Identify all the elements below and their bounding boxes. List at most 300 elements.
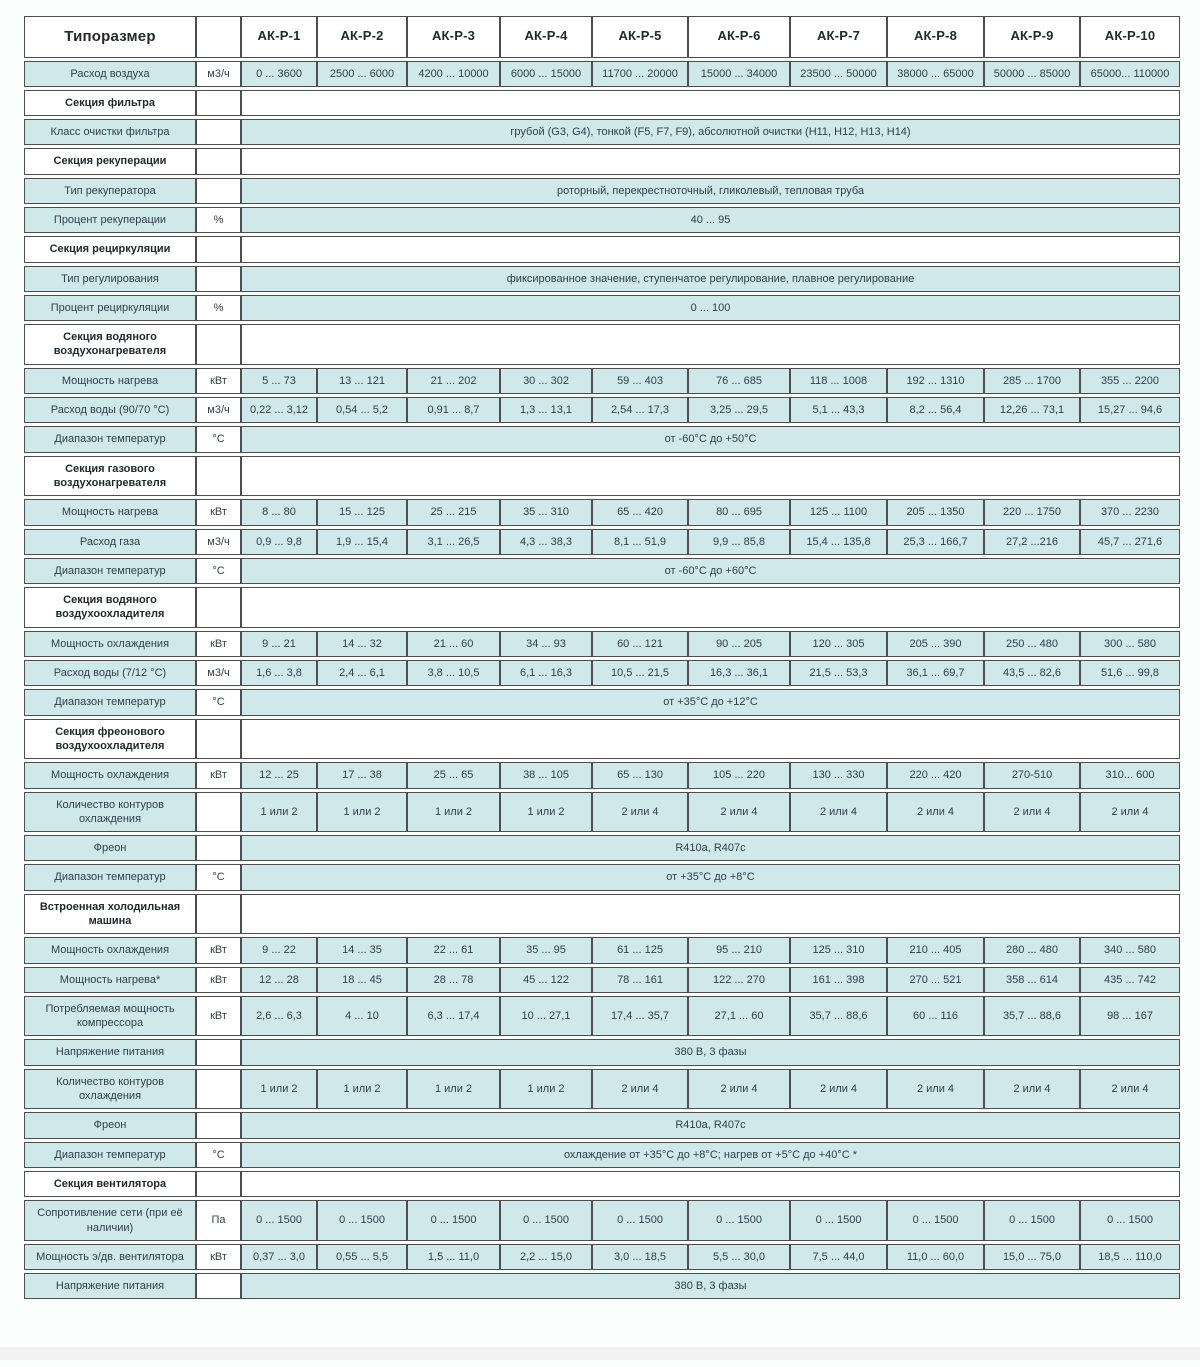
value-cell: 12,26 ... 73,1 [984,397,1080,423]
span-value-cell: от -60°С до +50°С [241,426,1180,452]
value-cell: 0 ... 1500 [984,1200,1080,1241]
table-row [24,1142,1180,1168]
param-label-cell: Мощность охлаждения [24,762,196,788]
table-row [24,1244,1180,1270]
span-value-cell: от +35°С до +8°С [241,864,1180,890]
value-cell: 340 ... 580 [1080,937,1180,963]
table-row [24,207,1180,233]
model-column-header: АК-Р-10 [1080,16,1180,58]
model-column-header: АК-Р-1 [241,16,317,58]
value-cell: 1,6 ... 3,8 [241,660,317,686]
table-row [24,689,1180,715]
section-filler-cell [241,324,1180,365]
param-label-cell: Диапазон температур [24,426,196,452]
section-row [24,894,1180,935]
section-label-cell: Секция водяного воздухоохладителя [24,587,196,628]
value-cell: 21 ... 60 [407,631,500,657]
value-cell: 120 ... 305 [790,631,887,657]
section-filler-cell [241,1171,1180,1197]
param-label-cell: Тип рекуператора [24,178,196,204]
value-cell: 11700 ... 20000 [592,61,688,87]
value-cell: 0,9 ... 9,8 [241,529,317,555]
span-value-cell: 380 В, 3 фазы [241,1273,1180,1299]
value-cell: 2 или 4 [688,792,790,833]
value-cell: 310... 600 [1080,762,1180,788]
unit-cell: м3/ч [196,660,241,686]
unit-cell [196,266,241,292]
value-cell: 2 или 4 [688,1069,790,1110]
value-cell: 5,5 ... 30,0 [688,1244,790,1270]
value-cell: 45,7 ... 271,6 [1080,529,1180,555]
unit-cell: кВт [196,631,241,657]
section-row [24,587,1180,628]
value-cell: 250 ... 480 [984,631,1080,657]
section-label-cell: Секция вентилятора [24,1171,196,1197]
section-label-cell: Секция рекуперации [24,148,196,174]
value-cell: 3,8 ... 10,5 [407,660,500,686]
span-value-cell: 40 ... 95 [241,207,1180,233]
type-size-header: Типоразмер [24,16,196,58]
section-row [24,236,1180,262]
value-cell: 270 ... 521 [887,967,984,993]
param-label-cell: Тип регулирования [24,266,196,292]
value-cell: 9 ... 21 [241,631,317,657]
value-cell: 220 ... 1750 [984,499,1080,525]
table-row [24,631,1180,657]
unit-cell: % [196,207,241,233]
param-label-cell: Фреон [24,835,196,861]
value-cell: 51,6 ... 99,8 [1080,660,1180,686]
value-cell: 130 ... 330 [790,762,887,788]
table-row [24,61,1180,87]
value-cell: 2,4 ... 6,1 [317,660,407,686]
value-cell: 35 ... 95 [500,937,592,963]
value-cell: 9 ... 22 [241,937,317,963]
param-label-cell: Сопротивление сети (при её наличии) [24,1200,196,1241]
value-cell: 4,3 ... 38,3 [500,529,592,555]
value-cell: 220 ... 420 [887,762,984,788]
unit-cell: °С [196,864,241,890]
value-cell: 122 ... 270 [688,967,790,993]
section-row [24,148,1180,174]
value-cell: 2 или 4 [592,1069,688,1110]
table-row [24,1273,1180,1299]
value-cell: 0,22 ... 3,12 [241,397,317,423]
value-cell: 0 ... 1500 [790,1200,887,1241]
value-cell: 8,2 ... 56,4 [887,397,984,423]
param-label-cell: Фреон [24,1112,196,1138]
value-cell: 370 ... 2230 [1080,499,1180,525]
value-cell: 61 ... 125 [592,937,688,963]
value-cell: 23500 ... 50000 [790,61,887,87]
value-cell: 38 ... 105 [500,762,592,788]
value-cell: 98 ... 167 [1080,996,1180,1037]
value-cell: 205 ... 390 [887,631,984,657]
unit-cell: м3/ч [196,529,241,555]
param-label-cell: Количество контуров охлаждения [24,1069,196,1110]
table-row [24,792,1180,833]
section-row [24,456,1180,497]
unit-cell: Па [196,1200,241,1241]
value-cell: 3,0 ... 18,5 [592,1244,688,1270]
param-label-cell: Напряжение питания [24,1039,196,1065]
model-column-header: АК-Р-3 [407,16,500,58]
value-cell: 35,7 ... 88,6 [790,996,887,1037]
value-cell: 0,55 ... 5,5 [317,1244,407,1270]
unit-cell [196,148,241,174]
value-cell: 0 ... 1500 [688,1200,790,1241]
param-label-cell: Расход воды (90/70 °С) [24,397,196,423]
unit-cell: кВт [196,937,241,963]
value-cell: 2 или 4 [790,792,887,833]
value-cell: 25,3 ... 166,7 [887,529,984,555]
span-value-cell: охлаждение от +35°С до +8°С; нагрев от +5°С до +40°С * [241,1142,1180,1168]
section-label-cell: Встроенная холодильная машина [24,894,196,935]
model-column-header: АК-Р-2 [317,16,407,58]
value-cell: 34 ... 93 [500,631,592,657]
value-cell: 4200 ... 10000 [407,61,500,87]
span-value-cell: 0 ... 100 [241,295,1180,321]
value-cell: 2 или 4 [984,792,1080,833]
param-label-cell: Мощность нагрева [24,499,196,525]
value-cell: 1 или 2 [241,792,317,833]
value-cell: 2 или 4 [887,1069,984,1110]
value-cell: 1 или 2 [500,792,592,833]
section-filler-cell [241,148,1180,174]
value-cell: 15,4 ... 135,8 [790,529,887,555]
param-label-cell: Процент рециркуляции [24,295,196,321]
table-row [24,295,1180,321]
unit-cell [196,324,241,365]
value-cell: 5 ... 73 [241,368,317,394]
value-cell: 161 ... 398 [790,967,887,993]
value-cell: 285 ... 1700 [984,368,1080,394]
value-cell: 27,2 ...216 [984,529,1080,555]
value-cell: 1 или 2 [317,792,407,833]
unit-cell [196,236,241,262]
model-column-header: АК-Р-9 [984,16,1080,58]
param-label-cell: Диапазон температур [24,558,196,584]
table-row [24,1069,1180,1110]
value-cell: 2,54 ... 17,3 [592,397,688,423]
value-cell: 43,5 ... 82,6 [984,660,1080,686]
unit-cell: м3/ч [196,397,241,423]
value-cell: 5,1 ... 43,3 [790,397,887,423]
span-value-cell: R410a, R407c [241,1112,1180,1138]
value-cell: 25 ... 215 [407,499,500,525]
value-cell: 105 ... 220 [688,762,790,788]
value-cell: 2500 ... 6000 [317,61,407,87]
value-cell: 78 ... 161 [592,967,688,993]
value-cell: 1 или 2 [407,792,500,833]
section-filler-cell [241,719,1180,760]
value-cell: 95 ... 210 [688,937,790,963]
unit-cell: кВт [196,996,241,1037]
value-cell: 16,3 ... 36,1 [688,660,790,686]
span-value-cell: от +35°С до +12°С [241,689,1180,715]
unit-cell: кВт [196,499,241,525]
param-label-cell: Расход воды (7/12 °С) [24,660,196,686]
table-row [24,1039,1180,1065]
unit-cell [196,119,241,145]
value-cell: 15,0 ... 75,0 [984,1244,1080,1270]
value-cell: 90 ... 205 [688,631,790,657]
value-cell: 28 ... 78 [407,967,500,993]
value-cell: 18,5 ... 110,0 [1080,1244,1180,1270]
value-cell: 17,4 ... 35,7 [592,996,688,1037]
value-cell: 30 ... 302 [500,368,592,394]
unit-cell: кВт [196,368,241,394]
table-row [24,996,1180,1037]
table-row [24,119,1180,145]
value-cell: 355 ... 2200 [1080,368,1180,394]
model-column-header: АК-Р-4 [500,16,592,58]
value-cell: 1,9 ... 15,4 [317,529,407,555]
value-cell: 60 ... 121 [592,631,688,657]
param-label-cell: Количество контуров охлаждения [24,792,196,833]
value-cell: 270-510 [984,762,1080,788]
value-cell: 13 ... 121 [317,368,407,394]
value-cell: 125 ... 310 [790,937,887,963]
table-row [24,1112,1180,1138]
value-cell: 2 или 4 [984,1069,1080,1110]
value-cell: 12 ... 28 [241,967,317,993]
value-cell: 6000 ... 15000 [500,61,592,87]
unit-cell: °С [196,426,241,452]
value-cell: 0 ... 1500 [887,1200,984,1241]
unit-cell [196,1069,241,1110]
value-cell: 76 ... 685 [688,368,790,394]
span-value-cell: грубой (G3, G4), тонкой (F5, F7, F9), абсолютной очистки (Н11, Н12, Н13, Н14) [241,119,1180,145]
value-cell: 1,5 ... 11,0 [407,1244,500,1270]
value-cell: 358 ... 614 [984,967,1080,993]
span-value-cell: R410a, R407c [241,835,1180,861]
table-row [24,835,1180,861]
value-cell: 35,7 ... 88,6 [984,996,1080,1037]
value-cell: 0,37 ... 3,0 [241,1244,317,1270]
unit-cell [196,1112,241,1138]
value-cell: 59 ... 403 [592,368,688,394]
value-cell: 210 ... 405 [887,937,984,963]
value-cell: 15,27 ... 94,6 [1080,397,1180,423]
value-cell: 2 или 4 [1080,1069,1180,1110]
unit-cell: % [196,295,241,321]
unit-cell [196,178,241,204]
value-cell: 8 ... 80 [241,499,317,525]
span-value-cell: от -60°С до +60°С [241,558,1180,584]
value-cell: 300 ... 580 [1080,631,1180,657]
unit-cell [196,894,241,935]
value-cell: 2 или 4 [1080,792,1180,833]
value-cell: 38000 ... 65000 [887,61,984,87]
table-row [24,499,1180,525]
unit-cell: °С [196,689,241,715]
section-filler-cell [241,90,1180,116]
table-row [24,967,1180,993]
table-row [24,762,1180,788]
value-cell: 1 или 2 [500,1069,592,1110]
value-cell: 65000... 110000 [1080,61,1180,87]
span-value-cell: фиксированное значение, ступенчатое регулирование, плавное регулирование [241,266,1180,292]
model-column-header: АК-Р-8 [887,16,984,58]
value-cell: 2 или 4 [592,792,688,833]
table-row [24,937,1180,963]
value-cell: 45 ... 122 [500,967,592,993]
param-label-cell: Расход воздуха [24,61,196,87]
param-label-cell: Мощность нагрева* [24,967,196,993]
unit-cell [196,1273,241,1299]
section-row [24,1171,1180,1197]
param-label-cell: Диапазон температур [24,864,196,890]
param-label-cell: Потребляемая мощность компрессора [24,996,196,1037]
table-row [24,558,1180,584]
param-label-cell: Мощность э/дв. вентилятора [24,1244,196,1270]
model-column-header: АК-Р-6 [688,16,790,58]
param-label-cell: Расход газа [24,529,196,555]
value-cell: 12 ... 25 [241,762,317,788]
value-cell: 21 ... 202 [407,368,500,394]
value-cell: 7,5 ... 44,0 [790,1244,887,1270]
section-row [24,324,1180,365]
value-cell: 60 ... 116 [887,996,984,1037]
value-cell: 4 ... 10 [317,996,407,1037]
section-row [24,719,1180,760]
spec-table [24,13,1180,1302]
unit-cell [196,587,241,628]
value-cell: 1 или 2 [317,1069,407,1110]
param-label-cell: Мощность охлаждения [24,631,196,657]
unit-cell: кВт [196,1244,241,1270]
value-cell: 27,1 ... 60 [688,996,790,1037]
value-cell: 50000 ... 85000 [984,61,1080,87]
section-label-cell: Секция рециркуляции [24,236,196,262]
section-filler-cell [241,894,1180,935]
param-label-cell: Напряжение питания [24,1273,196,1299]
table-row [24,178,1180,204]
value-cell: 35 ... 310 [500,499,592,525]
value-cell: 10 ... 27,1 [500,996,592,1037]
value-cell: 435 ... 742 [1080,967,1180,993]
section-row [24,90,1180,116]
section-label-cell: Секция газового воздухонагревателя [24,456,196,497]
value-cell: 21,5 ... 53,3 [790,660,887,686]
value-cell: 0,54 ... 5,2 [317,397,407,423]
unit-column-header [196,16,241,58]
table-row [24,864,1180,890]
table-row [24,660,1180,686]
unit-cell [196,90,241,116]
param-label-cell: Диапазон температур [24,1142,196,1168]
value-cell: 8,1 ... 51,9 [592,529,688,555]
unit-cell: м3/ч [196,61,241,87]
section-filler-cell [241,456,1180,497]
value-cell: 14 ... 32 [317,631,407,657]
value-cell: 3,25 ... 29,5 [688,397,790,423]
unit-cell: °С [196,558,241,584]
table-header-row [24,16,1180,58]
value-cell: 15 ... 125 [317,499,407,525]
value-cell: 18 ... 45 [317,967,407,993]
value-cell: 25 ... 65 [407,762,500,788]
value-cell: 15000 ... 34000 [688,61,790,87]
value-cell: 0 ... 1500 [241,1200,317,1241]
section-label-cell: Секция фильтра [24,90,196,116]
value-cell: 125 ... 1100 [790,499,887,525]
table-row [24,397,1180,423]
section-filler-cell [241,587,1180,628]
value-cell: 0,91 ... 8,7 [407,397,500,423]
value-cell: 36,1 ... 69,7 [887,660,984,686]
value-cell: 14 ... 35 [317,937,407,963]
table-row [24,426,1180,452]
param-label-cell: Диапазон температур [24,689,196,715]
param-label-cell: Класс очистки фильтра [24,119,196,145]
page-bottom-band [0,1347,1200,1360]
section-filler-cell [241,236,1180,262]
param-label-cell: Мощность нагрева [24,368,196,394]
span-value-cell: роторный, перекрестноточный, гликолевый, тепловая труба [241,178,1180,204]
value-cell: 205 ... 1350 [887,499,984,525]
value-cell: 0 ... 1500 [500,1200,592,1241]
unit-cell: °С [196,1142,241,1168]
value-cell: 6,1 ... 16,3 [500,660,592,686]
table-row [24,368,1180,394]
param-label-cell: Мощность охлаждения [24,937,196,963]
value-cell: 6,3 ... 17,4 [407,996,500,1037]
value-cell: 2 или 4 [790,1069,887,1110]
value-cell: 118 ... 1008 [790,368,887,394]
value-cell: 80 ... 695 [688,499,790,525]
unit-cell [196,835,241,861]
value-cell: 3,1 ... 26,5 [407,529,500,555]
span-value-cell: 380 В, 3 фазы [241,1039,1180,1065]
value-cell: 0 ... 1500 [407,1200,500,1241]
unit-cell [196,719,241,760]
value-cell: 17 ... 38 [317,762,407,788]
table-row [24,529,1180,555]
unit-cell [196,1039,241,1065]
model-column-header: АК-Р-5 [592,16,688,58]
value-cell: 0 ... 3600 [241,61,317,87]
value-cell: 1 или 2 [407,1069,500,1110]
value-cell: 9,9 ... 85,8 [688,529,790,555]
unit-cell [196,456,241,497]
value-cell: 10,5 ... 21,5 [592,660,688,686]
param-label-cell: Процент рекуперации [24,207,196,233]
unit-cell [196,792,241,833]
model-column-header: АК-Р-7 [790,16,887,58]
unit-cell: кВт [196,762,241,788]
value-cell: 0 ... 1500 [592,1200,688,1241]
value-cell: 0 ... 1500 [1080,1200,1180,1241]
value-cell: 280 ... 480 [984,937,1080,963]
value-cell: 65 ... 420 [592,499,688,525]
value-cell: 2,2 ... 15,0 [500,1244,592,1270]
value-cell: 1,3 ... 13,1 [500,397,592,423]
unit-cell: кВт [196,967,241,993]
value-cell: 0 ... 1500 [317,1200,407,1241]
value-cell: 2 или 4 [887,792,984,833]
value-cell: 192 ... 1310 [887,368,984,394]
table-row [24,266,1180,292]
value-cell: 65 ... 130 [592,762,688,788]
section-label-cell: Секция водяного воздухонагревателя [24,324,196,365]
unit-cell [196,1171,241,1197]
value-cell: 22 ... 61 [407,937,500,963]
value-cell: 2,6 ... 6,3 [241,996,317,1037]
value-cell: 11,0 ... 60,0 [887,1244,984,1270]
value-cell: 1 или 2 [241,1069,317,1110]
